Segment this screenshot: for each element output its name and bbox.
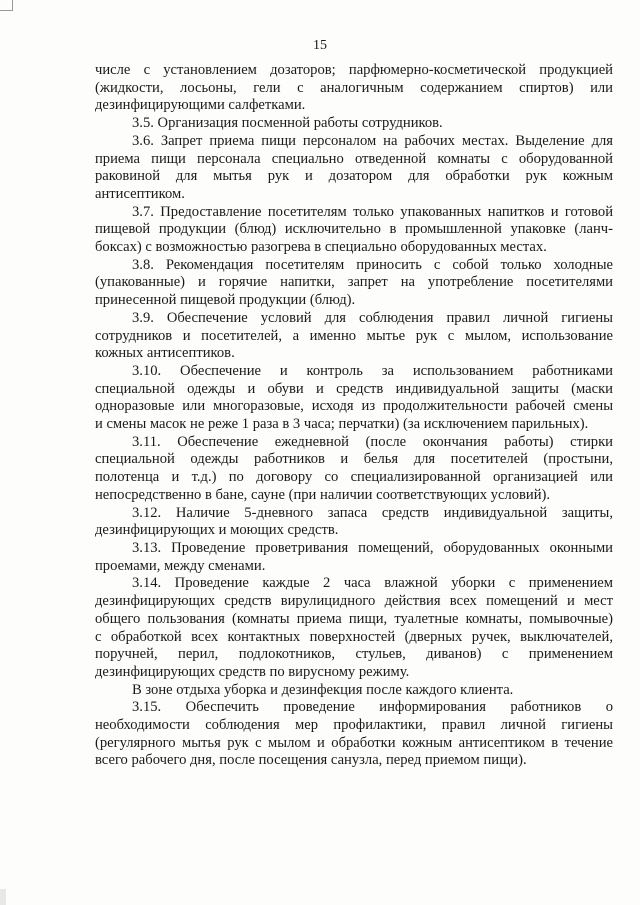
text-line: (регулярного мытья рук с мылом и обработки кожным антисептиком в течение — [95, 734, 613, 751]
text-line: полотенца и т.д.) по договору со специализированной организацией или — [95, 469, 613, 486]
paragraph-p7 — [95, 434, 613, 505]
paragraph-p0 — [95, 62, 613, 115]
document-body — [95, 62, 613, 770]
text-line: 3.15. Обеспечить проведение информирования работников о — [132, 699, 613, 716]
paragraph-p12 — [95, 699, 613, 770]
text-line: 3.11. Обеспечение ежедневной (после окончания работы) стирки — [132, 433, 613, 450]
scan-edge-mark — [0, 889, 6, 905]
scan-corner-mark — [0, 0, 13, 11]
paragraph-p3 — [95, 204, 613, 257]
text-line: сотрудников и посетителей, а именно мытье рук с мылом, использование — [95, 327, 613, 344]
text-line: непосредственно в бане, сауне (при наличии соответствующих условий). — [95, 486, 551, 503]
text-line: принесенной пищевой продукции (блюд). — [95, 292, 356, 309]
text-line: числе с установлением дозаторов; парфюмерно-косметической продукцией — [95, 62, 613, 78]
paragraph-p6 — [95, 363, 613, 434]
text-line: (упакованные) и горячие напитки, запрет на употребление посетителями — [95, 274, 613, 291]
text-line: боксах) с возможностью разогрева в специально оборудованных местах. — [95, 239, 547, 256]
page-number: 15 — [313, 38, 327, 53]
text-line: и смены масок не реже 1 раза в 3 часа; перчатки) (за исключением парильных). — [95, 416, 589, 433]
text-line: В зоне отдыха уборка и дезинфекция после каждого клиента. — [132, 681, 514, 698]
text-line: 3.12. Наличие 5-дневного запаса средств индивидуальной защиты, — [132, 504, 613, 521]
text-line: специальной одежды работников и белья для посетителей (простыни, — [95, 451, 613, 468]
text-line: антисептиком. — [95, 185, 185, 202]
text-line: (жидкости, лосьоны, гели с аналогичным содержанием спиртов) или — [95, 79, 613, 96]
text-line: дезинфицирующих и моющих средств. — [95, 522, 339, 539]
text-line: 3.9. Обеспечение условий для соблюдения правил личной гигиены — [132, 309, 613, 326]
text-line: 3.7. Предоставление посетителям только упакованных напитков и готовой — [132, 203, 613, 220]
text-line: кожных антисептиков. — [95, 345, 235, 362]
paragraph-p9 — [95, 540, 613, 575]
paragraph-p2 — [95, 133, 613, 204]
text-line: специальной одежды и обуви и средств индивидуальной защиты (маски — [95, 380, 613, 397]
text-line: пищевой продукции (блюд) исключительно в промышленной упаковке (ланч- — [95, 221, 613, 238]
text-line: общего пользования (комнаты приема пищи, туалетные комнаты, помывочные) — [95, 610, 613, 627]
paragraph-p10 — [95, 575, 613, 681]
text-line: 3.14. Проведение каждые 2 часа влажной уборки с применением — [132, 575, 613, 592]
text-line: одноразовые или многоразовые, исходя из продолжительности рабочей смены — [95, 398, 613, 415]
text-line: 3.6. Запрет приема пищи персоналом на рабочих местах. Выделение для — [132, 132, 613, 149]
text-line: 3.5. Организация посменной работы сотрудников. — [132, 115, 443, 132]
text-line: раковиной для мытья рук и дозатором для обработки рук кожным — [95, 168, 613, 185]
text-line: дезинфицирующих средств вирулицидного действия всех помещений и мест — [95, 593, 613, 610]
text-line: дезинфицирующими салфетками. — [95, 97, 306, 114]
text-line: 3.10. Обеспечение и контроль за использованием работниками — [132, 362, 613, 379]
text-line: 3.13. Проведение проветривания помещений, оборудованных оконными — [132, 539, 613, 556]
text-line: всего рабочего дня, после посещения санузла, перед приемом пищи). — [95, 752, 527, 769]
text-line: с обработкой всех контактных поверхностей (дверных ручек, выключателей, — [95, 628, 613, 645]
text-line: поручней, перил, подлокотников, стульев, диванов) с применением — [95, 646, 613, 663]
paragraph-p5 — [95, 310, 613, 363]
paragraph-p1 — [95, 115, 613, 133]
text-line: 3.8. Рекомендация посетителям приносить с собой только холодные — [132, 256, 613, 273]
paragraph-p8 — [95, 505, 613, 540]
paragraph-p11 — [95, 682, 613, 700]
text-line: проемами, между сменами. — [95, 557, 266, 574]
paragraph-p4 — [95, 257, 613, 310]
text-line: дезинфицирующих средств по вирусному режиму. — [95, 663, 410, 680]
text-line: приема пищи персонала специально отведенной комнаты с оборудованной — [95, 150, 613, 167]
text-line: необходимости соблюдения мер профилактики, правил личной гигиены — [95, 717, 613, 734]
